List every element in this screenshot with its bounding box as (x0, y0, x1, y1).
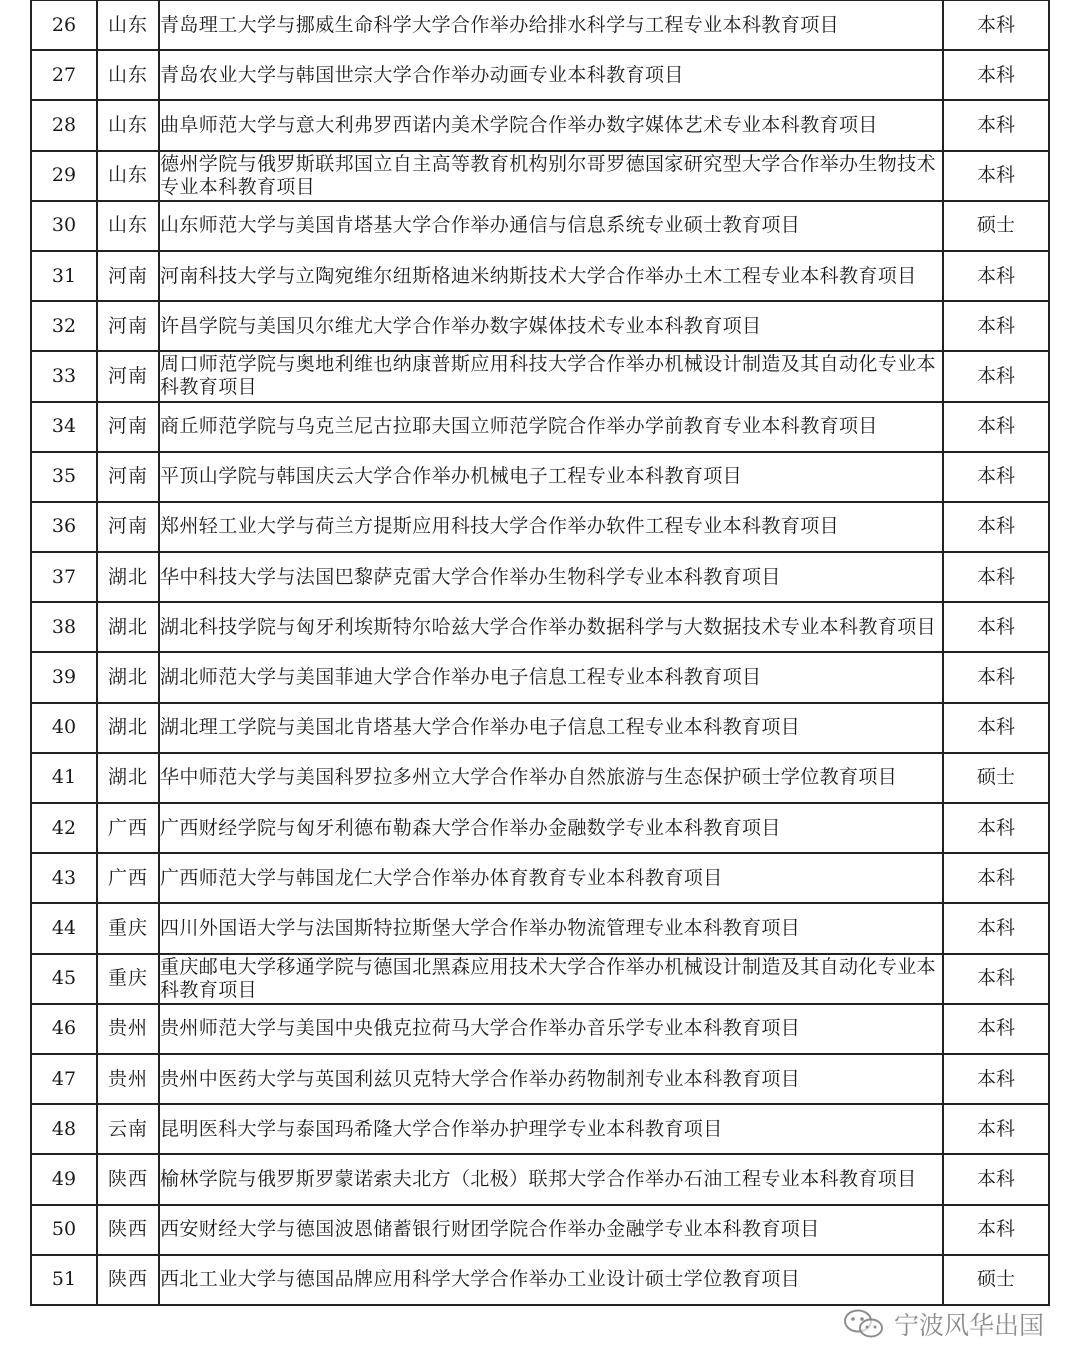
row-project-name: 榆林学院与俄罗斯罗蒙诺索夫北方（北极）联邦大学合作举办石油工程专业本科教育项目 (159, 1154, 943, 1204)
table-row (31, 351, 1049, 401)
row-project-name: 河南科技大学与立陶宛维尔纽斯格迪米纳斯技术大学合作举办土木工程专业本科教育项目 (159, 251, 943, 301)
row-level: 本科 (943, 351, 1049, 401)
row-level: 硕士 (943, 753, 1049, 803)
row-project-name: 四川外国语大学与法国斯特拉斯堡大学合作举办物流管理专业本科教育项目 (159, 903, 943, 953)
row-number: 35 (31, 452, 97, 502)
table-row (31, 201, 1049, 251)
row-province: 重庆 (97, 903, 159, 953)
row-level: 本科 (943, 452, 1049, 502)
row-province: 湖北 (97, 552, 159, 602)
row-number: 34 (31, 402, 97, 452)
table-row (31, 251, 1049, 301)
row-level: 本科 (943, 50, 1049, 100)
row-province: 广西 (97, 803, 159, 853)
row-number: 27 (31, 50, 97, 100)
row-project-name: 平顶山学院与韩国庆云大学合作举办机械电子工程专业本科教育项目 (159, 452, 943, 502)
table-row (31, 803, 1049, 853)
table-row (31, 1255, 1049, 1305)
row-province: 湖北 (97, 703, 159, 753)
row-level: 本科 (943, 1004, 1049, 1054)
row-province: 云南 (97, 1104, 159, 1154)
row-project-name: 昆明医科大学与泰国玛希隆大学合作举办护理学专业本科教育项目 (159, 1104, 943, 1154)
table-row (31, 0, 1049, 50)
row-number: 26 (31, 0, 97, 50)
row-number: 49 (31, 1154, 97, 1204)
row-number: 36 (31, 502, 97, 552)
row-province: 湖北 (97, 753, 159, 803)
row-project-name: 华中师范大学与美国科罗拉多州立大学合作举办自然旅游与生态保护硕士学位教育项目 (159, 753, 943, 803)
row-project-name: 湖北理工学院与美国北肯塔基大学合作举办电子信息工程专业本科教育项目 (159, 703, 943, 753)
row-level: 本科 (943, 552, 1049, 602)
row-project-name: 华中科技大学与法国巴黎萨克雷大学合作举办生物科学专业本科教育项目 (159, 552, 943, 602)
row-number: 29 (31, 151, 97, 201)
row-project-name: 重庆邮电大学移通学院与德国北黑森应用技术大学合作举办机械设计制造及其自动化专业本科教育项目 (159, 954, 943, 1004)
row-level: 本科 (943, 853, 1049, 903)
row-project-name: 商丘师范学院与乌克兰尼古拉耶夫国立师范学院合作举办学前教育专业本科教育项目 (159, 402, 943, 452)
row-level: 本科 (943, 502, 1049, 552)
row-province: 陕西 (97, 1255, 159, 1305)
table-row (31, 753, 1049, 803)
row-number: 47 (31, 1054, 97, 1104)
table-row (31, 301, 1049, 351)
row-level: 本科 (943, 1154, 1049, 1204)
table-row (31, 402, 1049, 452)
row-project-name: 湖北科技学院与匈牙利埃斯特尔哈兹大学合作举办数据科学与大数据技术专业本科教育项目 (159, 602, 943, 652)
table-row (31, 151, 1049, 201)
table-row (31, 903, 1049, 953)
table-row (31, 1104, 1049, 1154)
row-number: 40 (31, 703, 97, 753)
row-province: 河南 (97, 402, 159, 452)
table-row (31, 50, 1049, 100)
row-project-name: 贵州中医药大学与英国利兹贝克特大学合作举办药物制剂专业本科教育项目 (159, 1054, 943, 1104)
row-province: 河南 (97, 251, 159, 301)
row-project-name: 郑州轻工业大学与荷兰方提斯应用科技大学合作举办软件工程专业本科教育项目 (159, 502, 943, 552)
row-project-name: 周口师范学院与奥地利维也纳康普斯应用科技大学合作举办机械设计制造及其自动化专业本科教育项目 (159, 351, 943, 401)
table-row (31, 1054, 1049, 1104)
watermark-text: 宁波风华出国 (893, 1311, 1044, 1340)
row-number: 51 (31, 1255, 97, 1305)
row-number: 33 (31, 351, 97, 401)
row-level: 本科 (943, 652, 1049, 702)
row-province: 山东 (97, 100, 159, 150)
table-row (31, 853, 1049, 903)
table-row (31, 1154, 1049, 1204)
row-level: 本科 (943, 402, 1049, 452)
row-project-name: 青岛理工大学与挪威生命科学大学合作举办给排水科学与工程专业本科教育项目 (159, 0, 943, 50)
row-level: 本科 (943, 1205, 1049, 1255)
row-project-name: 青岛农业大学与韩国世宗大学合作举办动画专业本科教育项目 (159, 50, 943, 100)
table-row (31, 602, 1049, 652)
table-row (31, 100, 1049, 150)
row-province: 贵州 (97, 1004, 159, 1054)
row-province: 山东 (97, 0, 159, 50)
row-province: 河南 (97, 502, 159, 552)
row-province: 湖北 (97, 652, 159, 702)
row-level: 本科 (943, 903, 1049, 953)
row-number: 44 (31, 903, 97, 953)
row-level: 硕士 (943, 201, 1049, 251)
row-project-name: 西北工业大学与德国品牌应用科学大学合作举办工业设计硕士学位教育项目 (159, 1255, 943, 1305)
row-project-name: 山东师范大学与美国肯塔基大学合作举办通信与信息系统专业硕士教育项目 (159, 201, 943, 251)
row-level: 本科 (943, 151, 1049, 201)
row-number: 37 (31, 552, 97, 602)
row-project-name: 广西师范大学与韩国龙仁大学合作举办体育教育专业本科教育项目 (159, 853, 943, 903)
projects-table (30, 0, 1050, 1306)
row-province: 山东 (97, 50, 159, 100)
table-row (31, 452, 1049, 502)
row-province: 贵州 (97, 1054, 159, 1104)
row-level: 本科 (943, 1104, 1049, 1154)
row-number: 42 (31, 803, 97, 853)
row-province: 山东 (97, 201, 159, 251)
row-level: 本科 (943, 0, 1049, 50)
row-project-name: 德州学院与俄罗斯联邦国立自主高等教育机构别尔哥罗德国家研究型大学合作举办生物技术专业本科教育项目 (159, 151, 943, 201)
row-project-name: 西安财经大学与德国波恩储蓄银行财团学院合作举办金融学专业本科教育项目 (159, 1205, 943, 1255)
table-row (31, 552, 1049, 602)
table-row (31, 652, 1049, 702)
row-number: 46 (31, 1004, 97, 1054)
row-province: 河南 (97, 301, 159, 351)
wechat-icon (842, 1308, 886, 1340)
table-row (31, 703, 1049, 753)
row-number: 45 (31, 954, 97, 1004)
row-project-name: 广西财经学院与匈牙利德布勒森大学合作举办金融数学专业本科教育项目 (159, 803, 943, 853)
row-number: 39 (31, 652, 97, 702)
projects-table-body (31, 0, 1049, 1305)
row-level: 本科 (943, 602, 1049, 652)
row-province: 河南 (97, 351, 159, 401)
row-level: 本科 (943, 1054, 1049, 1104)
row-project-name: 曲阜师范大学与意大利弗罗西诺内美术学院合作举办数字媒体艺术专业本科教育项目 (159, 100, 943, 150)
row-province: 山东 (97, 151, 159, 201)
row-number: 32 (31, 301, 97, 351)
row-province: 湖北 (97, 602, 159, 652)
row-province: 陕西 (97, 1205, 159, 1255)
watermark (842, 1304, 1044, 1344)
row-number: 48 (31, 1104, 97, 1154)
row-level: 本科 (943, 703, 1049, 753)
table-row (31, 1004, 1049, 1054)
table-row (31, 502, 1049, 552)
row-number: 30 (31, 201, 97, 251)
row-level: 本科 (943, 954, 1049, 1004)
row-level: 硕士 (943, 1255, 1049, 1305)
row-level: 本科 (943, 100, 1049, 150)
row-number: 41 (31, 753, 97, 803)
row-province: 广西 (97, 853, 159, 903)
row-number: 28 (31, 100, 97, 150)
row-province: 河南 (97, 452, 159, 502)
row-number: 43 (31, 853, 97, 903)
table-row (31, 1205, 1049, 1255)
row-level: 本科 (943, 251, 1049, 301)
row-number: 50 (31, 1205, 97, 1255)
row-province: 陕西 (97, 1154, 159, 1204)
row-project-name: 贵州师范大学与美国中央俄克拉荷马大学合作举办音乐学专业本科教育项目 (159, 1004, 943, 1054)
row-number: 31 (31, 251, 97, 301)
table-row (31, 954, 1049, 1004)
row-number: 38 (31, 602, 97, 652)
row-level: 本科 (943, 301, 1049, 351)
row-province: 重庆 (97, 954, 159, 1004)
row-level: 本科 (943, 803, 1049, 853)
row-project-name: 湖北师范大学与美国菲迪大学合作举办电子信息工程专业本科教育项目 (159, 652, 943, 702)
row-project-name: 许昌学院与美国贝尔维尤大学合作举办数字媒体技术专业本科教育项目 (159, 301, 943, 351)
